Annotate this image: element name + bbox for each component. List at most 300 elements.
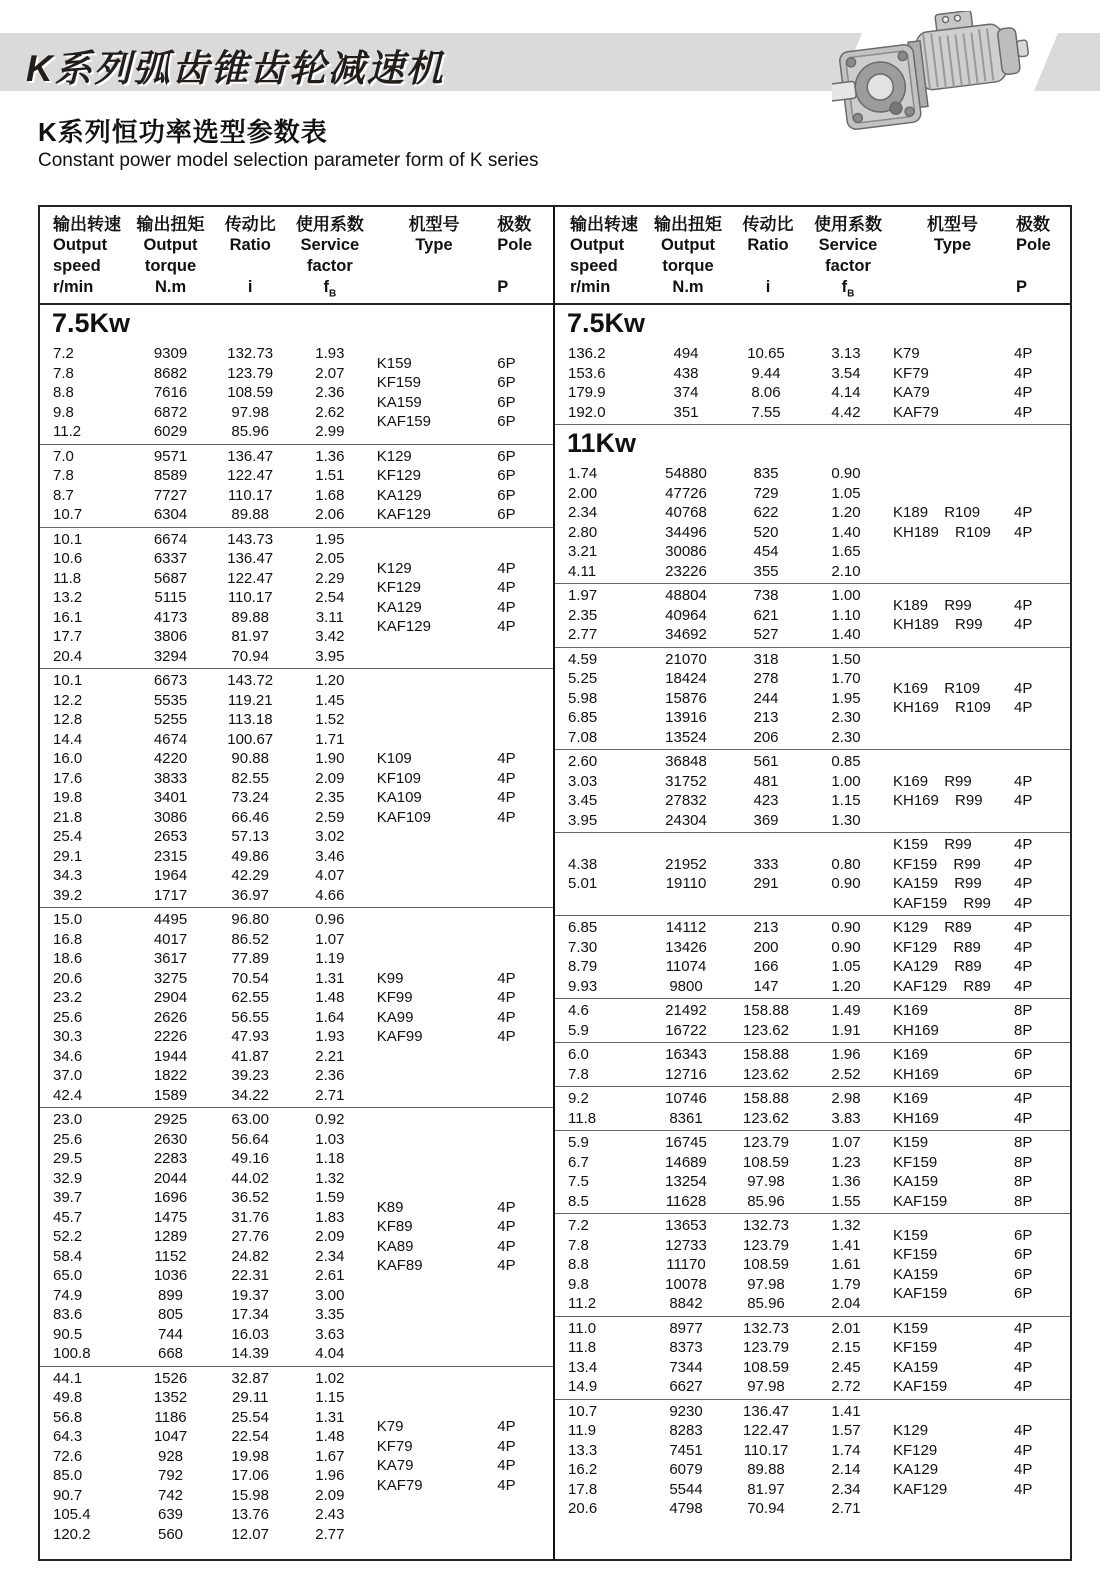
- speed-value: 39.7: [53, 1189, 83, 1206]
- column-type: [887, 1133, 1008, 1211]
- torque-value: 2904: [153, 989, 188, 1006]
- column-type: [887, 464, 1008, 581]
- type-label: KAF109: [376, 808, 431, 826]
- type-label: KA89: [376, 1237, 414, 1255]
- service-factor-value: 2.09: [315, 769, 345, 787]
- pole-label: 4P: [1014, 836, 1033, 853]
- service-factor-value: 1.48: [315, 989, 345, 1006]
- ratio-value: 622: [753, 504, 779, 521]
- column-torque-value: [645, 1133, 727, 1211]
- pole-label: 4P: [1014, 384, 1033, 401]
- column-ratio-value: [211, 530, 289, 667]
- service-factor-value: 1.96: [831, 1046, 861, 1063]
- speed-value: 17.8: [568, 1480, 598, 1498]
- ratio-value: 108.59: [743, 1153, 789, 1171]
- torque-value: 11074: [665, 958, 707, 975]
- banner-band-right: [1034, 33, 1100, 91]
- pole-label: 4P: [1014, 596, 1033, 614]
- parameter-group: [555, 648, 1070, 750]
- ratio-value: 110.17: [227, 589, 273, 606]
- column-ratio-value: [727, 464, 805, 581]
- ratio-value: 97.98: [747, 1378, 785, 1395]
- type-label: K169 R109: [893, 679, 981, 697]
- speed-value: 23.2: [53, 989, 83, 1006]
- service-factor-value: 0.90: [831, 875, 861, 892]
- torque-value: 6337: [153, 550, 188, 567]
- speed-value: 3.95: [568, 811, 598, 829]
- table-header: [40, 207, 1070, 305]
- ratio-value: 166: [753, 958, 779, 975]
- pole-label: 4P: [1014, 894, 1033, 912]
- speed-value: 7.5: [568, 1173, 589, 1190]
- torque-value: 14689: [665, 1153, 707, 1171]
- torque-value: 27832: [665, 792, 707, 809]
- torque-value: 3275: [153, 969, 188, 987]
- service-factor-value: 2.52: [831, 1065, 861, 1083]
- service-factor-value: 1.49: [831, 1002, 861, 1019]
- speed-value: 7.8: [568, 1065, 589, 1083]
- torque-value: 12716: [665, 1065, 707, 1083]
- ratio-value: 481: [753, 772, 779, 790]
- parameter-group: [555, 584, 1070, 647]
- banner: [0, 33, 1100, 91]
- torque-value: 3806: [153, 628, 188, 645]
- column-speed-value: [555, 464, 645, 581]
- pole-label: 4P: [497, 1008, 516, 1026]
- type-label: K189 R109: [893, 504, 981, 521]
- column-type: [887, 1001, 1008, 1040]
- service-factor-value: 1.03: [315, 1130, 345, 1148]
- pole-label: 4P: [1014, 364, 1033, 382]
- service-factor-value: 1.91: [831, 1021, 861, 1039]
- header-col-type: 机型号 Type: [408, 215, 460, 254]
- column-torque-value: [130, 1369, 212, 1545]
- power-section-title: 11Kw: [567, 428, 637, 458]
- torque-value: 6029: [153, 423, 188, 440]
- ratio-value: 454: [753, 543, 779, 560]
- speed-value: 16.0: [53, 750, 83, 767]
- type-label: K189 R99: [893, 596, 972, 614]
- speed-value: 29.1: [53, 847, 83, 865]
- speed-value: 25.6: [53, 1130, 83, 1148]
- pole-label: 8P: [1014, 1173, 1033, 1190]
- pole-label: 4P: [1014, 1461, 1033, 1478]
- column-service-factor-value: [805, 464, 887, 581]
- service-factor-value: 2.35: [315, 789, 345, 806]
- pole-label: 4P: [1014, 523, 1033, 541]
- torque-value: 40964: [665, 606, 707, 624]
- column-service-factor-value: [289, 1369, 371, 1545]
- speed-value: 7.8: [53, 467, 74, 484]
- pole-label: 6P: [497, 413, 516, 431]
- ratio-value: 77.89: [231, 950, 269, 967]
- column-speed-value: [555, 344, 645, 422]
- service-factor-value: 1.41: [831, 1236, 861, 1254]
- torque-value: 9800: [669, 977, 703, 995]
- torque-value: 1352: [153, 1389, 188, 1406]
- ratio-value: 423: [753, 792, 779, 809]
- ratio-value: 36.97: [231, 886, 269, 904]
- torque-value: 9309: [153, 345, 188, 362]
- column-speed-value: [40, 1110, 130, 1364]
- parameter-group: [40, 528, 553, 669]
- column-type: [887, 1089, 1008, 1128]
- ratio-value: 57.13: [231, 828, 269, 845]
- speed-value: 85.0: [53, 1467, 83, 1484]
- type-label: K159: [376, 354, 412, 372]
- ratio-value: 738: [753, 587, 779, 604]
- ratio-value: 123.62: [743, 1109, 789, 1127]
- header-col-speed: 输出转速 Output speed r/min: [53, 215, 121, 296]
- column-ratio-value: [727, 1133, 805, 1211]
- type-label: KA159: [893, 1265, 939, 1283]
- type-label: KAF99: [376, 1028, 423, 1045]
- parameter-group: [40, 342, 553, 444]
- service-factor-value: 2.10: [831, 562, 861, 580]
- ratio-value: 136.47: [227, 447, 274, 465]
- column-type: [887, 1402, 1008, 1519]
- type-label: K109: [376, 750, 412, 767]
- column-ratio-value: [727, 586, 805, 645]
- type-label: KA129: [376, 598, 422, 616]
- speed-value: 5.25: [568, 670, 598, 687]
- speed-value: 11.2: [53, 423, 82, 440]
- parameter-group: [555, 1400, 1070, 1521]
- type-label: KH169 R109: [893, 699, 991, 717]
- column-torque-value: [645, 1001, 727, 1040]
- ratio-value: 561: [753, 753, 779, 770]
- column-ratio-value: [727, 1001, 805, 1040]
- speed-value: 192.0: [568, 403, 606, 421]
- torque-value: 1526: [153, 1369, 188, 1387]
- pole-label: 4P: [1014, 1378, 1033, 1395]
- ratio-value: 70.94: [231, 647, 269, 665]
- parameter-group: [555, 916, 1070, 998]
- torque-value: 1036: [153, 1267, 188, 1284]
- ratio-value: 110.17: [227, 486, 273, 504]
- ratio-value: 27.76: [231, 1228, 269, 1245]
- parameter-group: [555, 999, 1070, 1042]
- service-factor-value: 1.36: [831, 1173, 861, 1190]
- speed-value: 5.98: [568, 689, 598, 707]
- torque-value: 1289: [153, 1228, 188, 1245]
- service-factor-value: 1.20: [831, 977, 861, 995]
- column-torque-value: [645, 464, 727, 581]
- ratio-value: 89.88: [747, 1461, 785, 1478]
- ratio-value: 19.37: [231, 1286, 269, 1304]
- speed-value: 4.11: [568, 562, 597, 580]
- column-torque-value: [130, 910, 212, 1105]
- service-factor-value: 1.23: [831, 1153, 861, 1171]
- pole-label: 8P: [1014, 1192, 1033, 1210]
- service-factor-value: 2.09: [315, 1228, 345, 1245]
- column-service-factor-value: [289, 910, 371, 1105]
- torque-value: 4173: [153, 608, 188, 626]
- service-factor-value: 3.35: [315, 1306, 345, 1323]
- ratio-value: 97.98: [747, 1173, 785, 1190]
- column-speed-value: [555, 1133, 645, 1211]
- ratio-value: 85.96: [747, 1192, 785, 1210]
- column-type: [887, 1216, 1008, 1314]
- service-factor-value: 2.43: [315, 1506, 345, 1523]
- torque-value: 494: [673, 345, 699, 362]
- type-label: KA159: [893, 1173, 939, 1190]
- column-service-factor-value: [805, 1133, 887, 1211]
- column-torque-value: [645, 344, 727, 422]
- column-pole: [1008, 1319, 1070, 1397]
- type-label: KA79: [893, 384, 930, 401]
- ratio-value: 835: [753, 465, 779, 482]
- torque-value: 2626: [153, 1008, 188, 1026]
- service-factor-value: 1.07: [315, 930, 345, 948]
- column-pole: [491, 671, 553, 905]
- parameter-group: [555, 750, 1070, 832]
- torque-value: 2630: [153, 1130, 188, 1148]
- service-factor-value: 2.99: [315, 423, 345, 440]
- torque-value: 19110: [665, 875, 707, 892]
- column-torque-value: [645, 1319, 727, 1397]
- torque-value: 48804: [665, 587, 707, 604]
- service-factor-value: 1.15: [831, 792, 861, 809]
- ratio-value: 14.39: [231, 1345, 269, 1362]
- speed-value: 7.8: [568, 1236, 589, 1254]
- torque-value: 31752: [665, 772, 707, 790]
- ratio-value: 158.88: [743, 1090, 789, 1107]
- ratio-value: 278: [753, 670, 779, 687]
- pole-label: 4P: [497, 1437, 516, 1455]
- ratio-value: 17.06: [231, 1467, 269, 1484]
- type-label: KAF129: [376, 506, 431, 523]
- ratio-value: 85.96: [231, 423, 269, 440]
- type-label: K89: [376, 1198, 404, 1216]
- type-label: K159: [893, 1226, 929, 1244]
- column-ratio-value: [727, 918, 805, 996]
- column-service-factor-value: [805, 1402, 887, 1519]
- service-factor-value: 2.71: [315, 1086, 345, 1104]
- speed-value: 45.7: [53, 1208, 83, 1226]
- service-factor-value: 2.30: [831, 728, 861, 746]
- ratio-value: 49.86: [231, 847, 269, 865]
- speed-value: 14.9: [568, 1378, 598, 1395]
- speed-value: 13.3: [568, 1441, 598, 1459]
- torque-value: 34496: [665, 523, 707, 541]
- service-factor-value: 1.41: [831, 1402, 861, 1420]
- column-service-factor-value: [805, 344, 887, 422]
- ratio-value: 122.47: [227, 569, 274, 587]
- pole-label: 4P: [1014, 977, 1033, 995]
- ratio-value: 90.88: [231, 750, 269, 767]
- service-factor-value: 0.90: [831, 938, 861, 956]
- column-pole: [1008, 1089, 1070, 1128]
- parameter-group: [555, 1131, 1070, 1213]
- column-torque-value: [645, 1045, 727, 1084]
- type-label: K99: [376, 969, 404, 987]
- type-label: KF129: [376, 579, 421, 597]
- speed-value: 2.80: [568, 523, 598, 541]
- speed-value: 8.8: [568, 1256, 589, 1273]
- service-factor-value: 3.42: [315, 628, 345, 645]
- ratio-value: 108.59: [743, 1358, 789, 1376]
- column-type: [887, 344, 1008, 422]
- service-factor-value: 0.90: [831, 465, 861, 482]
- speed-value: 16.2: [568, 1461, 598, 1478]
- pole-label: 6P: [1014, 1046, 1033, 1063]
- pole-label: 4P: [497, 969, 516, 987]
- speed-value: 19.8: [53, 789, 83, 806]
- torque-value: 5255: [153, 711, 188, 728]
- parameter-group: [40, 1367, 553, 1547]
- speed-value: 100.8: [53, 1345, 91, 1362]
- torque-value: 10746: [665, 1090, 707, 1107]
- torque-value: 1944: [153, 1047, 188, 1065]
- speed-value: 4.38: [568, 855, 598, 873]
- pole-label: 4P: [497, 989, 516, 1006]
- column-type: [371, 344, 492, 442]
- service-factor-value: 1.00: [831, 587, 861, 604]
- parameter-group: [555, 462, 1070, 583]
- speed-value: 29.5: [53, 1150, 83, 1167]
- service-factor-value: 1.05: [831, 484, 861, 502]
- service-factor-value: 3.83: [831, 1109, 861, 1127]
- service-factor-value: 1.00: [831, 772, 861, 790]
- speed-value: 10.1: [53, 530, 83, 548]
- type-label: KF89: [376, 1218, 413, 1236]
- service-factor-value: 2.59: [315, 808, 345, 826]
- type-label: KAF159: [893, 1285, 948, 1303]
- service-factor-value: 3.02: [315, 828, 345, 845]
- torque-value: 7727: [153, 486, 188, 504]
- type-label: KA129: [376, 486, 422, 504]
- type-label: KAF159: [893, 1378, 948, 1395]
- torque-value: 47726: [665, 484, 707, 502]
- type-label: KAF159 R99: [893, 894, 991, 912]
- pole-label: 4P: [1014, 504, 1033, 521]
- pole-label: 4P: [1014, 1480, 1033, 1498]
- pole-label: 4P: [497, 1418, 516, 1436]
- ratio-value: 66.46: [231, 808, 269, 826]
- ratio-value: 47.93: [231, 1028, 269, 1045]
- speed-value: 11.9: [568, 1422, 597, 1439]
- speed-value: 65.0: [53, 1267, 83, 1284]
- speed-value: 20.4: [53, 647, 83, 665]
- speed-value: 179.9: [568, 384, 606, 401]
- column-type: [887, 752, 1008, 830]
- column-service-factor-value: [805, 1001, 887, 1040]
- ratio-value: 147: [753, 977, 779, 995]
- column-speed-value: [555, 1402, 645, 1519]
- column-service-factor-value: [805, 586, 887, 645]
- ratio-value: 123.62: [743, 1065, 789, 1083]
- pole-label: 6P: [497, 447, 516, 465]
- type-label: KH189 R99: [893, 616, 983, 634]
- column-speed-value: [40, 671, 130, 905]
- torque-value: 40768: [665, 504, 707, 521]
- parameter-group: [555, 833, 1070, 915]
- torque-value: 54880: [665, 465, 707, 482]
- service-factor-value: 3.95: [315, 647, 345, 665]
- column-type: [371, 447, 492, 525]
- speed-value: 39.2: [53, 886, 83, 904]
- column-pole: [1008, 1402, 1070, 1519]
- ratio-value: 17.34: [231, 1306, 269, 1323]
- ratio-value: 22.54: [231, 1428, 269, 1445]
- type-label: K129: [376, 447, 412, 465]
- torque-value: 792: [158, 1467, 184, 1484]
- torque-value: 16722: [665, 1021, 707, 1039]
- pole-label: 4P: [497, 1198, 516, 1216]
- torque-value: 3294: [153, 647, 188, 665]
- torque-value: 18424: [665, 670, 707, 687]
- ratio-value: 24.82: [231, 1247, 269, 1265]
- column-service-factor-value: [805, 1319, 887, 1397]
- torque-value: 9571: [153, 447, 188, 465]
- type-label: K129: [893, 1422, 929, 1439]
- type-label: K79: [376, 1418, 404, 1436]
- torque-value: 13254: [665, 1173, 707, 1190]
- type-label: KF129: [376, 467, 421, 484]
- ratio-value: 143.72: [227, 672, 274, 689]
- column-ratio-value: [211, 1110, 289, 1364]
- service-factor-value: 1.68: [315, 486, 345, 504]
- torque-value: 4674: [153, 730, 188, 748]
- type-label: KF159: [893, 1246, 938, 1264]
- speed-value: 1.74: [568, 465, 598, 482]
- service-factor-value: 4.14: [831, 384, 861, 401]
- speed-value: 3.03: [568, 772, 598, 790]
- pole-label: 4P: [497, 1476, 516, 1494]
- speed-value: 42.4: [53, 1086, 83, 1104]
- column-speed-value: [40, 447, 130, 525]
- ratio-value: 123.79: [743, 1339, 789, 1356]
- column-torque-value: [645, 752, 727, 830]
- service-factor-value: 1.50: [831, 650, 861, 668]
- service-factor-value: 1.52: [315, 711, 345, 728]
- service-factor-value: 4.04: [315, 1345, 345, 1362]
- service-factor-value: 2.14: [831, 1461, 861, 1478]
- speed-value: 8.5: [568, 1192, 589, 1210]
- ratio-value: 119.21: [227, 691, 273, 709]
- column-type: [887, 650, 1008, 748]
- pole-label: 8P: [1014, 1002, 1033, 1019]
- ratio-value: 213: [753, 709, 779, 726]
- torque-value: 21492: [665, 1002, 707, 1019]
- speed-value: 20.6: [568, 1500, 598, 1517]
- ratio-value: 729: [753, 484, 779, 502]
- type-label: KA109: [376, 789, 422, 806]
- service-factor-value: 2.30: [831, 709, 861, 726]
- ratio-value: 29.11: [231, 1389, 269, 1406]
- column-type: [371, 1369, 492, 1545]
- speed-value: 7.08: [568, 728, 598, 746]
- ratio-value: 70.54: [231, 969, 269, 987]
- speed-value: 52.2: [53, 1228, 83, 1245]
- column-torque-value: [645, 1402, 727, 1519]
- service-factor-value: 2.98: [831, 1090, 861, 1107]
- ratio-value: 62.55: [231, 989, 269, 1006]
- type-label: K169: [893, 1046, 929, 1063]
- column-speed-value: [555, 918, 645, 996]
- speed-value: 4.59: [568, 650, 598, 668]
- pole-label: 4P: [1014, 679, 1033, 697]
- speed-value: 11.2: [568, 1295, 597, 1312]
- pole-label: 4P: [1014, 699, 1033, 717]
- column-speed-value: [40, 530, 130, 667]
- pole-label: 4P: [1014, 616, 1033, 634]
- service-factor-value: 3.11: [315, 608, 344, 626]
- ratio-value: 89.88: [231, 506, 269, 523]
- type-label: KF159: [376, 374, 421, 392]
- service-factor-value: 4.07: [315, 867, 345, 884]
